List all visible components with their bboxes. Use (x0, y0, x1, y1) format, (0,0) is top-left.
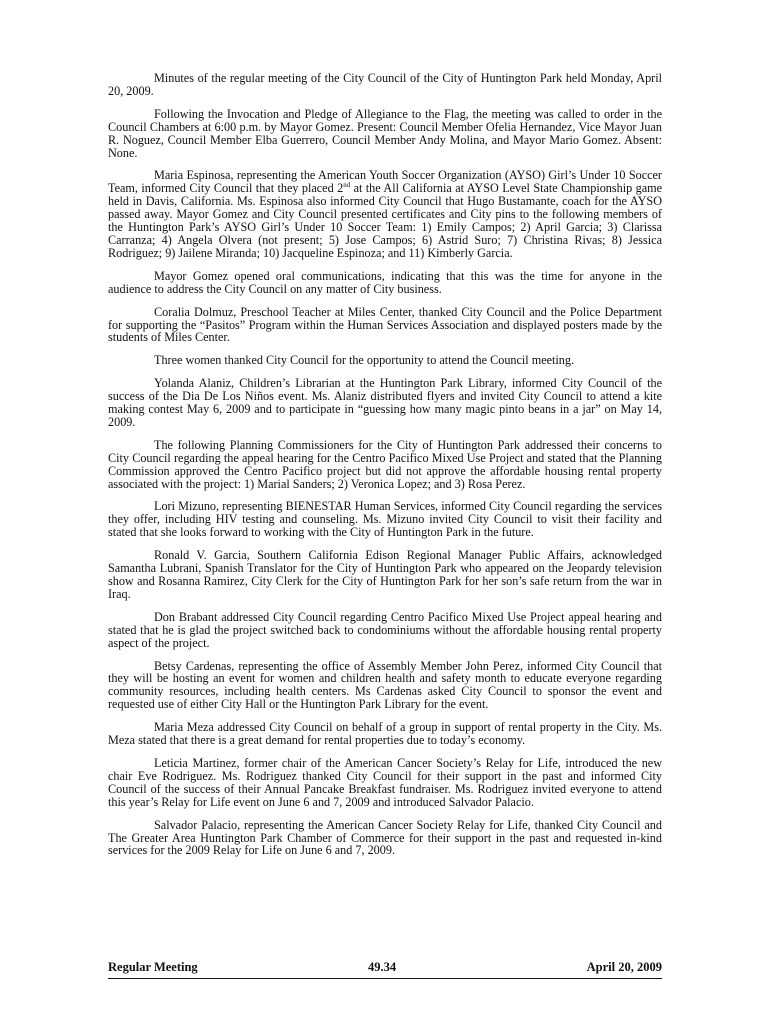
footer-meeting-type: Regular Meeting (108, 960, 198, 974)
paragraph-planning-commissioners: The following Planning Commissioners for the City of Huntington Park addressed their concerns to City Council regarding the appeal hearing for the Centro Pacifico Mixed Use Project and stated that the Planning Commission approved the Centro Pacifico project but did not approve the affordable housing rental property associated with the project: 1) Marial Sanders; 2) Veronica Lopez; and 3) Rosa Perez. (108, 437, 662, 491)
paragraph-meeting-header: Minutes of the regular meeting of the City Council of the City of Huntington Park held Monday, April 20, 2009. (108, 71, 662, 98)
paragraph-oral-communications: Mayor Gomez opened oral communications, indicating that this was the time for anyone in the audience to address the City Council on any matter of City business. (108, 268, 662, 296)
paragraph-leticia-martinez: Leticia Martinez, former chair of the American Cancer Society’s Relay for Life, introduced the new chair Eve Rodriguez. Ms. Rodriguez thanked City Council for their support in the past and informed City Council of the success of their Annual Pancake Breakfast fundraiser. Ms. Rodriguez invited everyone to attend this year’s Relay for Life event on June 6 and 7, 2009 and introduced Salvador Palacio. (108, 755, 662, 809)
paragraph-three-women: Three women thanked City Council for the opportunity to attend the Council meeting. (154, 353, 575, 368)
paragraph-call-to-order: Following the Invocation and Pledge of Allegiance to the Flag, the meeting was called to order in the Council Chambers at 6:00 p.m. by Mayor Gomez. Present: Council Member Ofelia Hernandez, Vice Mayor Juan R. Noguez, Council Member Elba Guerrero, Council Member Andy Molina, and Mayor Mario Gomez. Absent: None. (108, 106, 662, 160)
footer-meeting-date: April 20, 2009 (586, 960, 662, 974)
paragraph-betsy-cardenas: Betsy Cardenas, representing the office of Assembly Member John Perez, informed City Council that they will be hosting an event for women and children health and safety month to educate everyone regarding community resources, including health centers. Ms Cardenas asked City Council to sponsor the event and requested use of either City Hall or the Huntington Park Library for the event. (108, 658, 662, 712)
footer-page-number: 49.34 (368, 960, 397, 974)
ayso-text-before: Maria Espinosa, representing the American Youth Soccer Organization (AYSO) Girl’s Under 10 Soccer Team, informed City Council that they placed 2 (108, 168, 662, 196)
minutes-body (108, 72, 662, 867)
paragraph-don-brabant: Don Brabant addressed City Council regarding Centro Pacifico Mixed Use Project appeal hearing and stated that he is glad the project switched back to condominiums without the affordable housing rental property aspect of the project. (108, 609, 662, 650)
paragraph-salvador-palacio: Salvador Palacio, representing the American Cancer Society Relay for Life, thanked City Council and The Greater Area Huntington Park Chamber of Commerce for their support in the past and requested in-kind services for the 2009 Relay for Life on June 6 and 7, 2009. (108, 817, 662, 858)
ordinal-superscript: nd (343, 181, 351, 190)
ayso-text-after: at the All California at AYSO Level State Championship game held in Davis, California. Ms. Espinosa also informed City Council that Hugo Bustamante, coach for the AYSO passed away. Mayor Gomez and City Council presented certificates and City pins to the following members of the Huntington Park’s AYSO Girl’s Under 10 Soccer Team: 1) Emily Campos; 2) April Garcia; 3) Clarissa Carranza; 4) Angela Olvera (not present; 5) Jose Campos; 6) Astrid Suro; 7) Christina Rivas; 8) Jessica Rodriguez; 9) Jailene Miranda; 10) Jacqueline Espinoza; and 11) Kimberly Garcia. (108, 181, 663, 260)
paragraph-ayso-team (108, 169, 662, 259)
paragraph-coralia-dolmuz: Coralia Dolmuz, Preschool Teacher at Miles Center, thanked City Council and the Police Department for supporting the “Pasitos” Program within the Human Services Association and displayed posters made by the students of Miles Center. (108, 304, 662, 345)
page-footer (108, 960, 662, 979)
paragraph-yolanda-alaniz: Yolanda Alaniz, Children’s Librarian at the Huntington Park Library, informed City Council of the success of the Dia De Los Niños event. Ms. Alaniz distributed flyers and invited City Council to attend a kite making contest May 6, 2009 and to participate in “guessing how many magic pinto beans in a jar” on May 14, 2009. (108, 376, 662, 429)
paragraph-lori-mizuno: Lori Mizuno, representing BIENESTAR Human Services, informed City Council regarding the services they offer, including HIV testing and counseling. Ms. Mizuno invited City Council to visit their facility and stated that she looks forward to working with the City of Huntington Park in the future. (108, 499, 662, 540)
paragraph-ronald-garcia: Ronald V. Garcia, Southern California Edison Regional Manager Public Affairs, acknowledged Samantha Lubrani, Spanish Translator for the City of Huntington Park who appeared on the Jeopardy television show and Rosanna Ramirez, City Clerk for the City of Huntington Park for her son’s safe return from the war in Iraq. (108, 548, 662, 601)
paragraph-maria-meza: Maria Meza addressed City Council on behalf of a group in support of rental property in the City. Ms. Meza stated that there is a great demand for rental properties due to today’s economy. (108, 720, 662, 748)
